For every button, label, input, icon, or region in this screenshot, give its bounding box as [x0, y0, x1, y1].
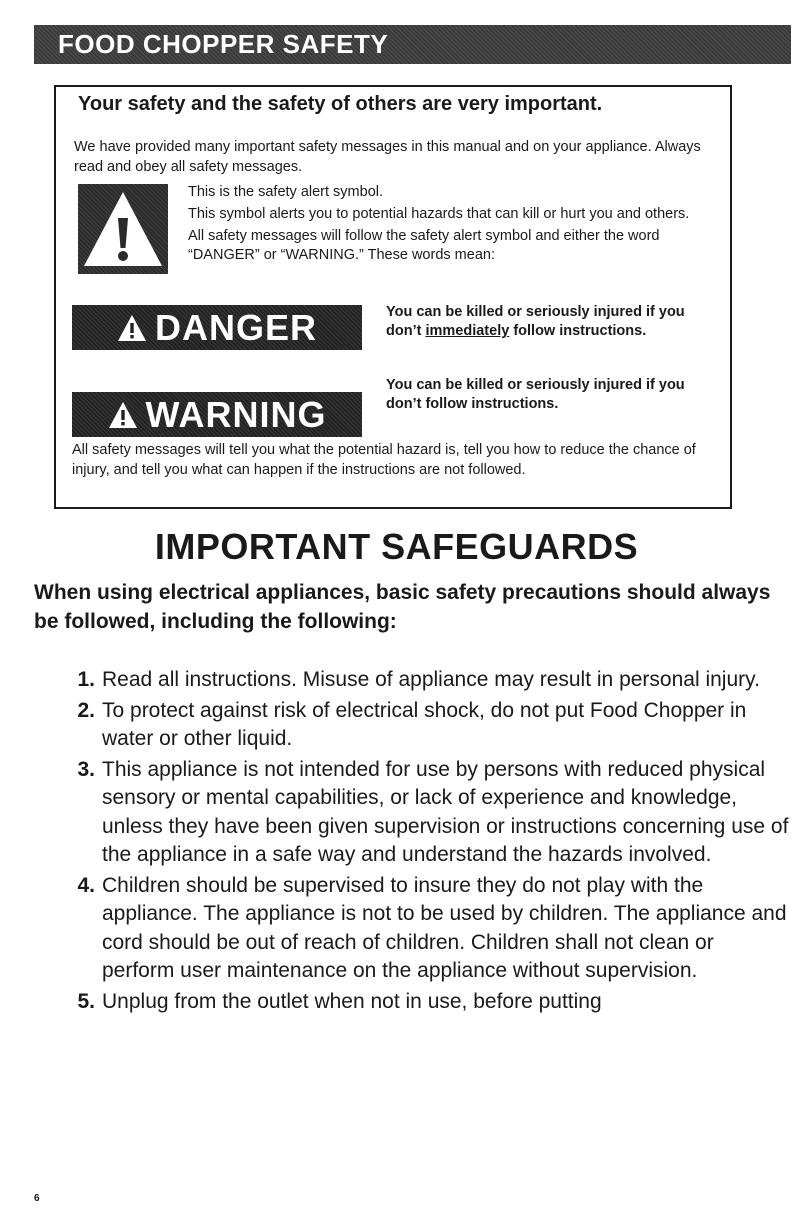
item-text: This appliance is not intended for use by persons with reduced physical sensory or mental capabilities, or lack of experience and knowledge, unless they have been given supervision or instructions concerning use of the appliance in a safe way and understand the hazards involved. — [102, 757, 789, 866]
warning-triangle-icon — [117, 314, 147, 342]
list-item — [40, 756, 790, 870]
page-number: 6 — [34, 1193, 40, 1204]
danger-label: DANGER — [154, 306, 317, 348]
alert-line: This is the safety alert symbol. — [188, 184, 384, 200]
safety-box-footer: All safety messages will tell you what the potential hazard is, tell you how to reduce the chance of injury, and tell you what can happen if the instructions are not followed. — [72, 442, 696, 478]
safety-message-box — [54, 85, 732, 509]
list-item — [40, 666, 790, 695]
item-number: 3. — [77, 757, 95, 781]
item-number: 5. — [77, 989, 95, 1013]
warning-badge — [72, 392, 362, 437]
safety-box-intro: We have provided many important safety messages in this manual and on your appliance. Always read and obey all safety messages. — [74, 139, 701, 175]
list-item — [40, 988, 790, 1017]
header-bar — [34, 25, 791, 64]
safeguards-title: IMPORTANT SAFEGUARDS — [154, 526, 639, 567]
section-title: FOOD CHOPPER SAFETY — [58, 29, 389, 59]
list-item — [40, 872, 790, 986]
safeguards-list — [40, 666, 790, 1018]
danger-badge — [72, 305, 362, 350]
safety-box-heading: Your safety and the safety of others are very important. — [78, 93, 603, 115]
alert-explanation — [188, 183, 728, 268]
danger-desc-text: You can be killed or seriously injured if you don’t — [386, 304, 685, 339]
danger-description — [386, 303, 721, 341]
item-text: Read all instructions. Misuse of appliance may result in personal injury. — [102, 668, 760, 691]
alert-line: This symbol alerts you to potential hazards that can kill or hurt you and others. — [188, 206, 690, 222]
item-text: Children should be supervised to insure they do not play with the appliance. The appliance is not to be used by children. The appliance and cord should be out of reach of children. Children shall not clean or perform user maintenance on the appliance without supervision. — [102, 873, 787, 982]
list-item — [40, 697, 790, 754]
item-number: 4. — [77, 873, 95, 897]
item-text: To protect against risk of electrical shock, do not put Food Chopper in water or other liquid. — [102, 698, 747, 750]
safety-alert-symbol-icon — [78, 184, 168, 274]
item-number: 2. — [77, 698, 95, 722]
danger-desc-text: follow instructions. — [509, 323, 647, 339]
safeguards-intro: When using electrical appliances, basic safety precautions should always be followed, including the following: — [34, 581, 771, 633]
item-number: 1. — [77, 668, 95, 691]
danger-desc-emphasis: immediately — [425, 323, 510, 339]
warning-triangle-icon — [108, 401, 138, 429]
alert-line: All safety messages will follow the safety alert symbol and either the word “DANGER” or “WARNING.” These words mean: — [188, 228, 660, 263]
item-text: Unplug from the outlet when not in use, before putting — [102, 989, 602, 1013]
warning-label: WARNING — [145, 393, 327, 435]
warning-description: You can be killed or seriously injured if you don’t follow instructions. — [386, 377, 685, 412]
